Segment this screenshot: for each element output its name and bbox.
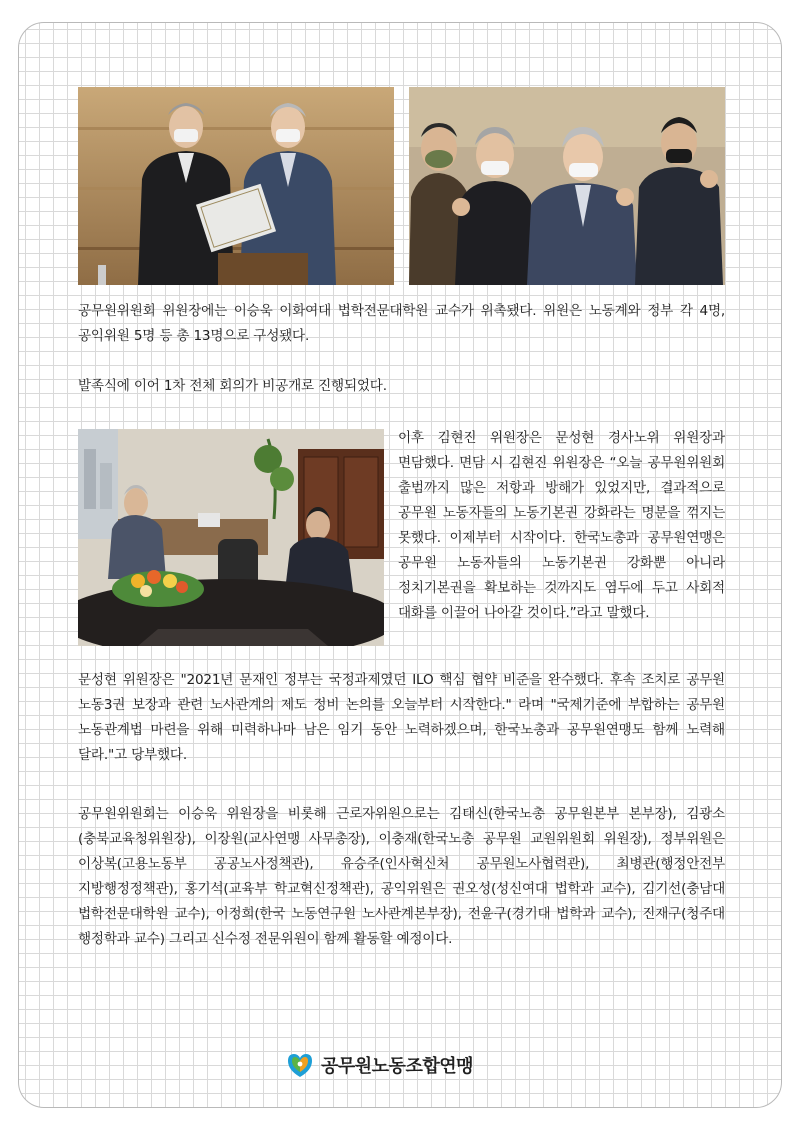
photo-meeting-room: [78, 429, 384, 646]
paragraph-moon-statement: 문성현 위원장은 "2021년 문재인 정부는 국정과제였던 ILO 핵심 협약 비준을 완수했다. 후속 조치로 공무원 노동3권 보장과 관련 노사관계의 제도 정비 논의를 오늘부터 시작한다." 라며 "국제기준에 부합하는 공무원 노동관계법 마련을 위해 미력하나마 남은 임기 동안 노력하겠으며, 한국노총과 공무원연맹도 함께 노력해 달라."고 당부했다.: [78, 672, 725, 763]
paragraph-committee-members: 공무원위원회는 이승욱 위원장을 비롯해 근로자위원으로는 김태신(한국노총 공무원본부 본부장), 김광소(충북교육청위원장), 이장원(교사연맹 사무총장), 이충재(한국노총 공무원 교원위원회 위원장), 정부위원은 이상복(고용노동부 공공노사정책관), 유승주(인사혁신처 공무원노사협력관), 최병관(행정안전부 지방행정정책관), 홍기석(교육부 학교혁신정책관), 공익위원은 권오성(성신여대 법학과 교수), 김기선(충남대 법학전문대학원 교수), 이정희(한국 노동연구원 노사관계본부장), 전윤구(경기대 법학과 교수), 진재구(청주대 행정학과 교수) 그리고 신수정 전문위원이 함께 활동할 예정이다.: [78, 806, 725, 947]
document-page: [18, 22, 782, 1108]
organization-name: 공무원노동조합연맹: [321, 1056, 473, 1077]
paragraph-first-meeting: 발족식에 이어 1차 전체 회의가 비공개로 진행되었다.: [78, 378, 387, 394]
photo-group-cheer: [409, 87, 725, 285]
union-logo-icon: [285, 1050, 315, 1080]
photo-appointment-ceremony: [78, 87, 394, 285]
paragraph-committee-appointment: 공무원위원회 위원장에는 이승욱 이화여대 법학전문대학원 교수가 위촉됐다. 위원은 노동계와 정부 각 4명, 공익위원 5명 등 총 13명으로 구성됐다.: [78, 303, 725, 344]
paragraph-chairman-meeting: 이후 김현진 위원장은 문성현 경사노위 위원장과 면담했다. 면담 시 김현진 위원장은 “오늘 공무원위원회 출범까지 많은 저항과 방해가 있었지만, 결과적으로 공무원 노동자들의 노동기본권 강화라는 명분을 꺾지는 못했다. 이제부터 시작이다. 한국노총과 공무원연맹은 공무원 노동자들의 노동기본권 강화뿐 아니라 정치기본권을 확보하는 것까지도 염두에 두고 사회적 대화를 이끌어 나아갈 것이다.”라고 말했다.: [398, 430, 725, 621]
footer-organization: [285, 1049, 525, 1081]
